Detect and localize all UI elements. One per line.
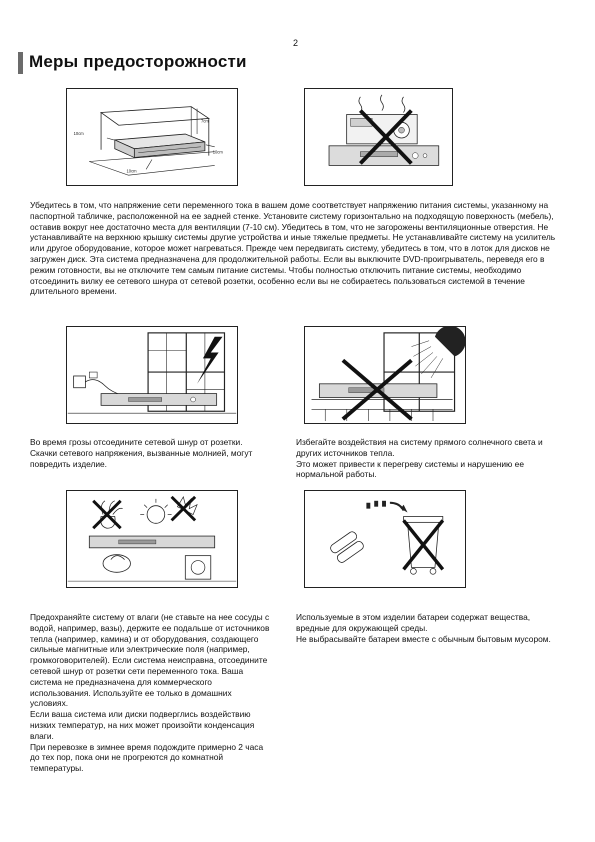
clearance-label-front: 10cm bbox=[126, 168, 137, 174]
battery-disposal-illustration bbox=[304, 490, 466, 588]
sun-caption: Избегайте воздействия на систему прямого солнечного света и других источников тепла. Это может привести к перегреву системы и нарушению ее нормальной работы. bbox=[296, 437, 543, 480]
moisture-heat-magnet-illustration bbox=[66, 490, 238, 588]
moisture-caption: Предохраняйте систему от влаги (не ставьте на нее сосуды с водой, например, вазы), держите ее подальше от источников тепла (например, камина) и от оборудования, создающего сильные магнитные или электрические поля (например, громкоговорителей). Если система неисправна, отсоедините сетевой шнур от розетки сети переменного тока. Ваша система не предназначена для коммерческого использования. Используйте ее только в домашних условиях. Если ваша система или диски подверглись воздействию низких температур, на них может произойти конденсация влаги. При перевозке в зимнее время подождите примерно 2 часа до тех пор, пока они не прогреются до комнатной температуры. bbox=[30, 612, 270, 774]
heading-bar bbox=[18, 52, 23, 74]
storm-caption: Во время грозы отсоедините сетевой шнур от розетки. Скачки сетевого напряжения, вызванные молнией, могут повредить изделие. bbox=[30, 437, 253, 469]
sunlight-illustration bbox=[304, 326, 466, 424]
clearance-label-right: 10cm bbox=[212, 149, 223, 155]
no-stacking-on-amplifier-illustration bbox=[304, 88, 453, 186]
page-title: Меры предосторожности bbox=[29, 52, 247, 71]
page-number: 2 bbox=[293, 38, 299, 48]
battery-caption: Используемые в этом изделии батареи содержат вещества, вредные для окружающей среды. Не выбрасывайте батареи вместе с обычным бытовым мусором. bbox=[296, 612, 551, 644]
ventilation-clearance-illustration bbox=[66, 88, 238, 186]
storm-unplug-illustration bbox=[66, 326, 238, 424]
clearance-label-left: 10cm bbox=[73, 131, 84, 137]
clearance-label-top: 7cm bbox=[200, 118, 209, 124]
installation-paragraph: Убедитесь в том, что напряжение сети переменного тока в вашем доме соответствует напряжению питания системы, указанному на паспортной табличке, расположенной на ее задней стенке. Установите систему горизонтально на подходящую поверхность (мебель), оставив вокруг нее достаточно места для вентиляции (7-10 см). Убедитесь в том, что не загорожены вентиляционные отверстия. Не устанавливайте на верхнюю крышку системы другие устройства и иные тяжелые предметы. Не устанавливайте систему на усилитель или другое оборудование, которое может нагреваться. Прежде чем передвигать систему, убедитесь в том, что в лоток для дисков не загружен диск. Эта система предназначена для продолжительной работы. Если вы выключите DVD-проигрыватель, переведя его в режим готовности, вы не отключите тем самым питание системы. Чтобы полностью отключить питание системы, необходимо отсоединить вилку ее сетевого шнура от сетевой розетки, особенно если вы не собираетесь пользоваться системой в течение длительного времени. bbox=[30, 200, 556, 297]
